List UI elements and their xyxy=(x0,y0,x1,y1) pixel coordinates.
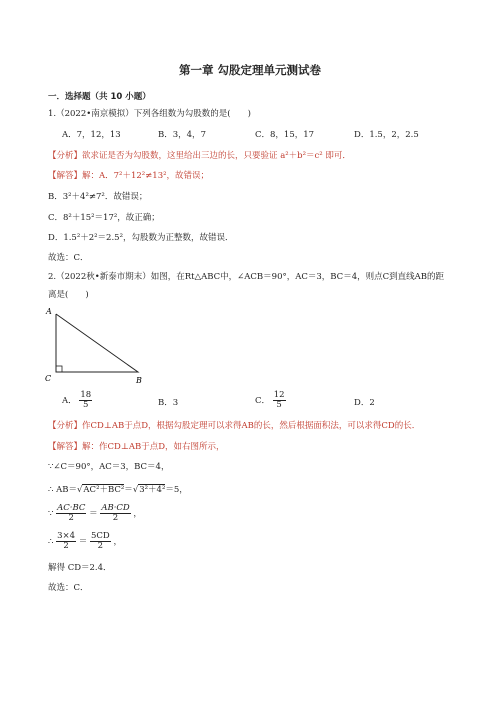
q2-option-d[interactable]: D．2 xyxy=(354,398,375,408)
page-title: 第一章 勾股定理单元测试卷 xyxy=(178,63,321,77)
q2-step2: ∴ AB＝√AC²＋BC²＝√3²＋4²＝5， xyxy=(48,485,188,495)
q2-option-c[interactable]: C． $\frac{12}{5}$ xyxy=(255,390,285,410)
q2-option-b[interactable]: B．3 xyxy=(158,398,179,408)
q1-line-c: C．8²＋15²＝17²，故正确； xyxy=(48,213,160,223)
q1-option-b[interactable]: B．3，4，7 xyxy=(158,130,206,140)
q2-stem-line1: 2.（2022秋•新泰市期末）如图，在Rt△ABC中，∠ACB＝90°，AC＝3，BC＝4，则点C到直线AB的距 xyxy=(48,272,444,282)
triangle-figure xyxy=(42,306,152,386)
q2-step1: ∵∠C＝90°，AC＝3，BC＝4， xyxy=(48,462,170,472)
q2-step5: 解得 CD＝2.4． xyxy=(48,563,112,573)
q1-stem: 1.（2022•南京模拟）下列各组数为勾股数的是( ) xyxy=(48,109,251,119)
q2-choice: 故选：C． xyxy=(48,583,89,593)
vertex-label-a: A xyxy=(46,307,52,316)
q1-choice: 故选：C． xyxy=(48,253,89,263)
q1-answer-head: 【解答】解：A．7²＋12²≠13²，故错误； xyxy=(48,171,210,181)
q1-line-d: D．1.5²＋2²＝2.5²，勾股数为正整数，故错误． xyxy=(48,233,234,243)
q1-line-b: B．3²＋4²≠7²．故错误； xyxy=(48,192,148,202)
q2-step3: ∵ $\frac{AC\cdot BC}{2}$ ＝ $\frac{AB\cdot CD}{2}$ ， xyxy=(48,503,142,523)
q2-answer-head: 【解答】解：作CD⊥AB于点D，如右图所示， xyxy=(48,442,225,452)
q2-option-a[interactable]: A． $\frac{18}{5}$ xyxy=(62,390,92,410)
vertex-label-c: C xyxy=(45,374,52,383)
q2-step4: ∴ $\frac{3\times 4}{2}$ ＝ $\frac{5CD}{2}$ ， xyxy=(48,531,122,551)
q2-analysis: 【分析】作CD⊥AB于点D，根据勾股定理可以求得AB的长，然后根据面积法，可以求得CD的长． xyxy=(48,421,421,431)
q1-option-a[interactable]: A．7，12，13 xyxy=(62,130,121,140)
vertex-label-b: B xyxy=(136,376,142,385)
q1-option-c[interactable]: C．8，15，17 xyxy=(255,130,315,140)
q1-analysis: 【分析】欲求证是否为勾股数，这里给出三边的长，只要验证 a²＋b²＝c² 即可． xyxy=(48,151,351,161)
q2-stem-line2: 离是( ) xyxy=(48,290,89,300)
q1-option-d[interactable]: D．1.5，2，2.5 xyxy=(354,130,419,140)
section-heading: 一．选择题（共 10 小题） xyxy=(48,92,151,102)
